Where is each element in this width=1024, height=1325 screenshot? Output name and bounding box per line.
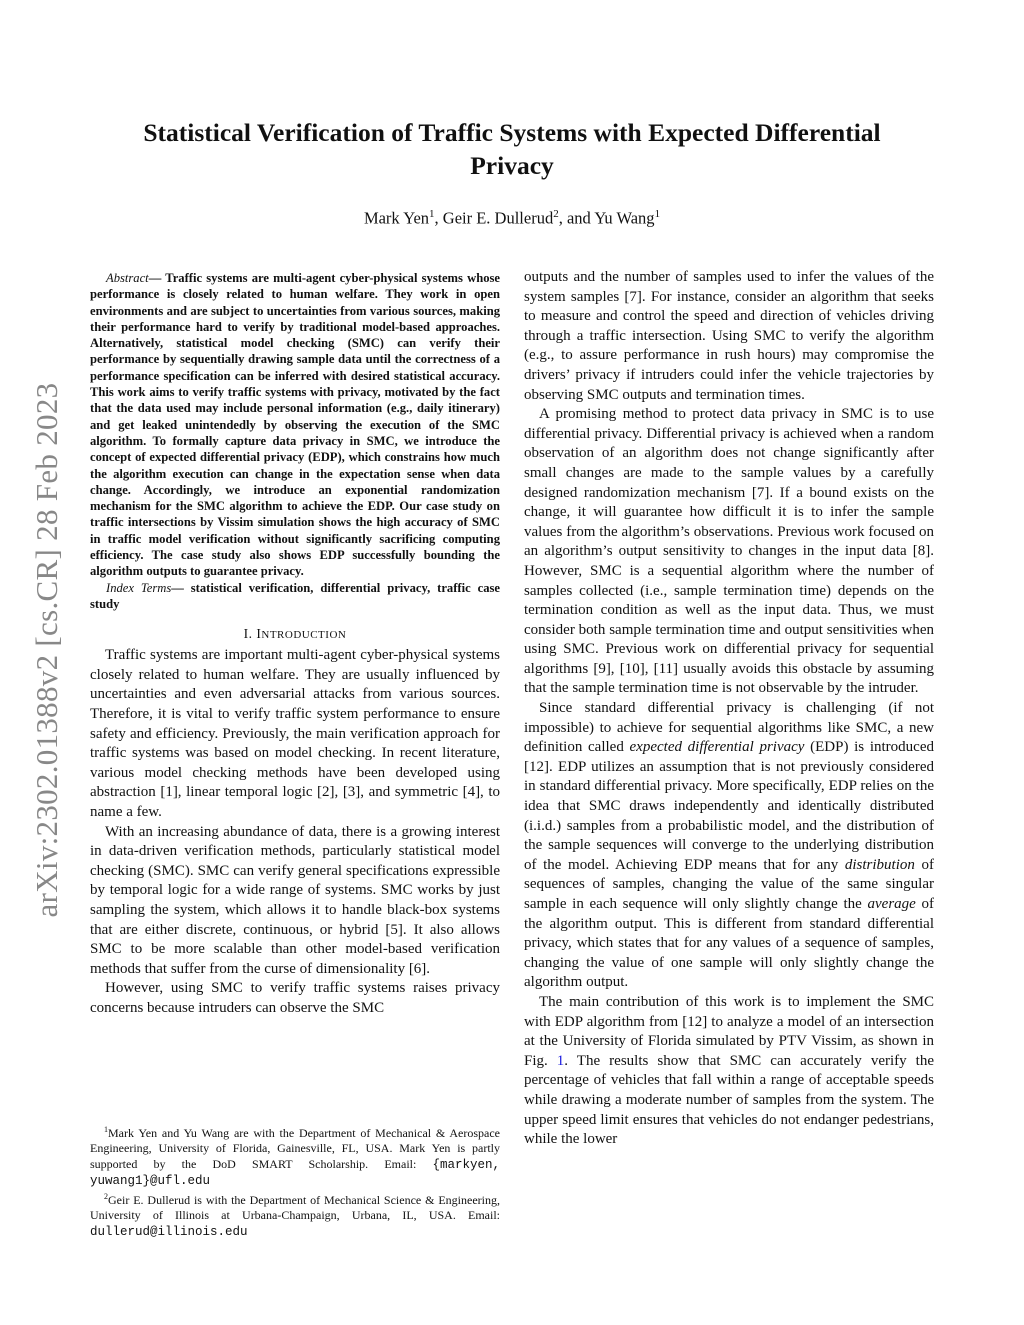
arxiv-identifier: arXiv:2302.01388v2 [cs.CR] 28 Feb 2023 [29,382,64,918]
email-link[interactable]: {markyen, yuwang1}@ufl.edu [90,1157,500,1188]
paper-title: Statistical Verification of Traffic Systems with Expected Differential Privacy [143,118,881,180]
paragraph-text: The main contribution of this work is to implement the SMC with EDP algorithm from [12] to analyze a model of an intersection at the University of Florida simulated by PTV Vissim, as shown in Fig. [524,993,934,1069]
paragraph-text: (EDP) is introduced [12]. EDP utilizes an assumption that is not previously considered in standard differential privacy. More specifically, EDP relies on the idea that SMC draws independently and identically distributed (i.i.d.) samples from a probabilistic model, and the distribution of the sample sequences will converge to the underlying distribution of the model. Achieving EDP means that for any [524,739,934,873]
footnote [90,1189,500,1240]
index-terms-text: statistical verification, differential privacy, traffic case study [90,580,500,611]
separator: , and [558,208,595,228]
footnotes [90,1122,500,1240]
paragraph [90,979,500,1018]
footnote-text: Geir E. Dullerud is with the Department of Mechanical Science & Engineering, University of Illinois at Urbana-Champaign, Urbana, IL, USA. Email: [90,1193,500,1223]
author-list [100,208,924,229]
paragraph [524,699,934,993]
introduction-body [90,646,500,1018]
index-terms-label: Index Terms [106,580,172,595]
right-column [524,268,934,1150]
footnote-mark: 2 [104,1192,108,1202]
author: Mark Yen [363,208,430,228]
section-heading-introduction [90,626,500,642]
paragraph-text: of sequences of samples, changing the value of the same singular sample in each sequence will only slightly change the [524,856,934,912]
left-column [90,270,500,1019]
paragraph-text: outputs and the number of samples used to infer the values of the system samples [7]. For instance, consider an algorithm that seeks to measure and control the speed and direction of vehicles driving through a traffic intersection. Using SMC to verify the algorithm (e.g., to assure performance in rush hours) may compromise the drivers’ privacy if intruders could infer the vehicle trajectories by observing SMC outputs and termination times. [524,269,934,403]
section-title-rest: NTRODUCTION [261,629,347,642]
affiliation-mark: 1 [429,208,435,220]
author: Yu Wang [594,208,655,228]
footnote-mark: 1 [104,1125,108,1134]
paragraph-text: Since standard differential privacy is challenging (if not impossible) to achieve for sequential algorithms like SMC, a new definition called [524,700,934,756]
emphasized-text: expected differential privacy [629,739,805,756]
abstract-text: Traffic systems are multi-agent cyber-physical systems whose performance is closely related to human welfare. They work in open environments and are subject to uncertainties from various sources, making their performance hard to verify by traditional model-based approaches. Alternatively, statistical model checking (SMC) can verify their performance by sequentially drawing sample data until the correctness of a performance specification can be inferred with desired statistical accuracy. This work aims to verify traffic systems with privacy, motivated by the fact that the data used may include personal information (e.g., daily itinerary) and get leaked unintendedly by observing the execution of the SMC algorithm. To formally capture data privacy in SMC, we introduce the concept of expected differential privacy (EDP), which constrains how much the algorithm execution can change in the expectation sense when data change. Accordingly, we introduce an exponential randomization mechanism for the SMC algorithm to achieve the EDP. Our case study on traffic intersections by Vissim simulation shows the high accuracy of SMC in traffic model verification without significantly sacrificing computing efficiency. The case study also shows EDP successfully bounding the algorithm outputs to guarantee privacy. [90,271,501,579]
paragraph-text: A promising method to protect data privacy in SMC is to use differential privacy. Differential privacy is achieved when a random observation of an algorithm does not change significantly after small changes are made to the sample values by a carefully designed randomization mechanism [7]. If a bound exists on the change, it will guarantee how difficult it is to infer the sample values from the algorithm’s observations. Previous work focused on an algorithm’s output sensitivity to changes in the input data [8]. However, SMC is a sequential algorithm where the number of samples collected (i.e., sample termination time) depends on the termination condition as well as the input data. Thus, we must consider both sample termination time and output sensitivities when using SMC. Previous work on differential privacy for sequential algorithms [9], [10], [11] usually avoids this obstacle by assuming that the sample termination time is not observable by the intruder. [524,406,934,697]
author: Geir E. Dullerud [442,208,554,228]
figure-reference-link[interactable]: 1 [556,1052,565,1069]
paragraph-text: of the algorithm output. This is different from standard differential privacy, which states that for any values of a sequence of samples, changing the value of one sample will only slightly change the algorithm output. [524,896,935,991]
section-number: I. [243,626,253,642]
index-terms: Index Terms— statistical verification, differential privacy, traffic case study [90,580,500,611]
paragraph-text: . The results show that SMC can accurately verify the percentage of vehicles that fall within a range of acceptable speeds while drawing a moderate number of samples from the system. The upper speed limit ensures that vehicles do not endanger pedestrians, while the lower [524,1052,934,1148]
affiliation-mark: 2 [553,208,559,220]
footnote-text: Mark Yen and Yu Wang are with the Department of Mechanical & Aerospace Engineering, University of Florida, Gainesville, FL, USA. Mark Yen is partly supported by the DoD SMART Scholarship. Email: [90,1126,500,1171]
section-title-initial: I [256,626,262,642]
introduction-body-continued [524,268,934,1150]
footnote [90,1122,500,1189]
paragraph-text: With an increasing abundance of data, there is a growing interest in data-driven verification methods, particularly statistical model checking (SMC). SMC can verify general specifications expressible by temporal logic for a wide range of systems. SMC works by just sampling the system, which allows it to handle black-box systems that are either discrete, continuous, or hybrid [5]. It also allows SMC to be more scalable than other model-based verification methods that suffer from the curse of dimensionality [6]. [90,823,500,977]
emphasized-text: average [867,896,916,912]
paragraph [524,993,934,1150]
paragraph [90,646,500,822]
separator: , [434,208,443,228]
emphasized-text: distribution [844,856,915,873]
paragraph [90,823,500,980]
email-link[interactable]: dullerud@illinois.edu [90,1224,248,1239]
paragraph-text: Traffic systems are important multi-agent cyber-physical systems closely related to human welfare. They are usually influenced by uncertainties and even adversarial attacks from various sources. Therefore, it is vital to verify traffic system performance to ensure safety and efficiency. Previously, the main verification approach for traffic systems was based on model checking. In recent literature, various model checking methods have been developed using abstraction [1], linear temporal logic [2], [3], and symmetric [4], to name a few. [90,647,500,820]
abstract-label: Abstract [106,271,149,285]
paragraph-text: However, using SMC to verify traffic systems raises privacy concerns because intruders can observe the SMC [90,980,500,1016]
paragraph [524,405,934,699]
paragraph [524,268,934,405]
affiliation-mark: 1 [654,208,661,220]
abstract: Abstract— Traffic systems are multi-agent cyber-physical systems whose performance is closely related to human welfare. They work in open environments and are subject to uncertainties from various sources, making their performance hard to verify by traditional model-based approaches. Alternatively, statistical model checking (SMC) can verify their performance by sequentially drawing sample data until the correctness of a performance specification can be inferred with desired statistical accuracy. This work aims to verify traffic systems with privacy, motivated by the fact that the data used may include personal information (e.g., daily itinerary) and get leaked unintendedly by observing the execution of the SMC algorithm. To formally capture data privacy in SMC, we introduce the concept of expected differential privacy (EDP), which constrains how much the algorithm execution can change in the expectation sense when data change. Accordingly, we introduce an exponential randomization mechanism for the SMC algorithm to achieve the EDP. Our case study on traffic intersections by Vissim simulation shows the high accuracy of SMC in traffic model verification without significantly sacrificing computing efficiency. The case study also shows EDP successfully bounding the algorithm outputs to guarantee privacy. [90,271,501,579]
